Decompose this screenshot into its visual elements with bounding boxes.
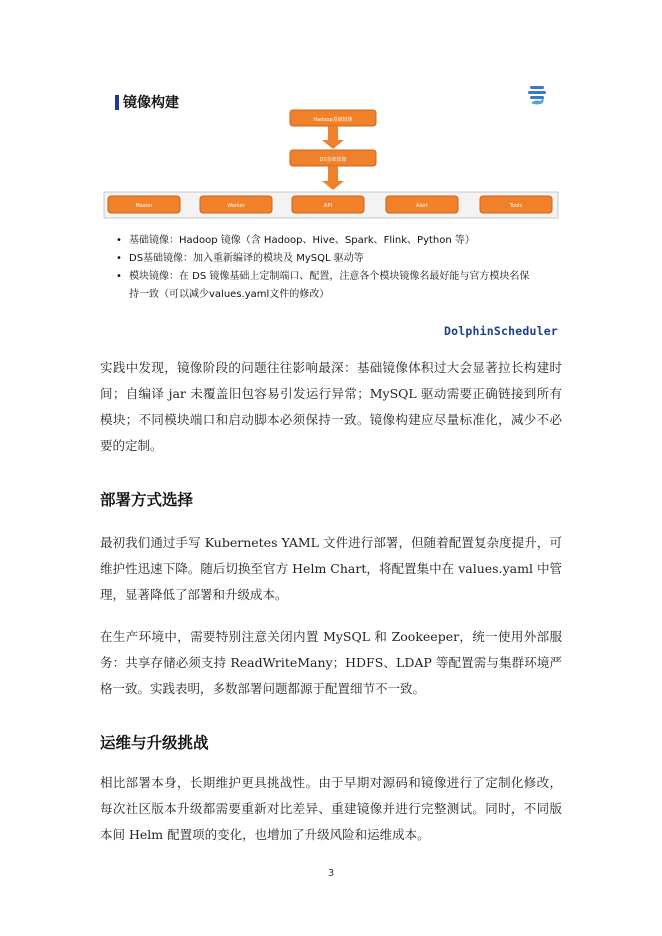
image-build-paragraph: 实践中发现，镜像阶段的问题往往影响最深：基础镜像体积过大会显著拉长构建时间；自编译 jar 未覆盖旧包容易引发运行异常；MySQL 驱动需要正确链接到所有模块；不同模块端口和启动脚本必须保持一致。镜像构建应尽量标准化，减少不必要的定制。: [100, 360, 562, 453]
section-heading-deployment: 部署方式选择: [100, 491, 194, 509]
deployment-paragraph-1: 最初我们通过手写 Kubernetes YAML 文件进行部署，但随着配置复杂度提升，可维护性迅速下降。随后切换至官方 Helm Chart，将配置集中在 values.yaml 中管理，显著降低了部署和升级成本。: [100, 535, 562, 602]
section-heading-ops: 运维与升级挑战: [100, 734, 209, 752]
hadoop-base-image-label: Hadoop基础镜像: [313, 117, 353, 123]
arrow-shaft-2: [328, 166, 338, 182]
slide-figure: [100, 78, 562, 340]
module-label-worker: Worker: [227, 203, 245, 209]
deployment-paragraph-2: 在生产环境中，需要特别注意关闭内置 MySQL 和 Zookeeper，统一使用外部服务：共享存储必须支持 ReadWriteMany；HDFS、LDAP 等配置需与集群环境严格一致。实践表明，多数部署问题都源于配置细节不一致。: [100, 629, 562, 696]
slide-bullet-list: [116, 232, 536, 304]
slide-title: 镜像构建: [123, 95, 179, 111]
bullet-item: • DS基础镜像：加入重新编译的模块及 MySQL 驱动等: [116, 250, 536, 268]
image-build-diagram: [100, 104, 562, 222]
module-label-tools: Tools: [509, 203, 523, 209]
bullet-item: • 模块镜像：在 DS 镜像基础上定制端口、配置，注意各个模块镜像名最好能与官方模块名保持一致（可以减少values.yaml文件的修改）: [116, 268, 536, 304]
arrow-shaft-1: [328, 126, 338, 140]
module-label-api: API: [324, 203, 332, 209]
page-number: 3: [327, 868, 335, 879]
ds-base-image-label: DS基础镜像: [319, 157, 347, 163]
ops-paragraph: 相比部署本身，长期维护更具挑战性。由于早期对源码和镜像进行了定制化修改，每次社区版本升级都需要重新对比差异、重建镜像并进行完整测试。同时，不同版本间 Helm 配置项的变化，也增加了升级风险和运维成本。: [100, 775, 562, 842]
bullet-item: • 基础镜像：Hadoop 镜像（含 Hadoop、Hive、Spark、Flink、Python 等）: [116, 232, 536, 250]
arrow-head-2: [322, 181, 344, 190]
module-label-master: Master: [135, 203, 153, 209]
module-label-alert: Alert: [416, 203, 428, 209]
brand-wordmark: DolphinScheduler: [444, 324, 558, 338]
arrow-head-1: [322, 140, 344, 149]
